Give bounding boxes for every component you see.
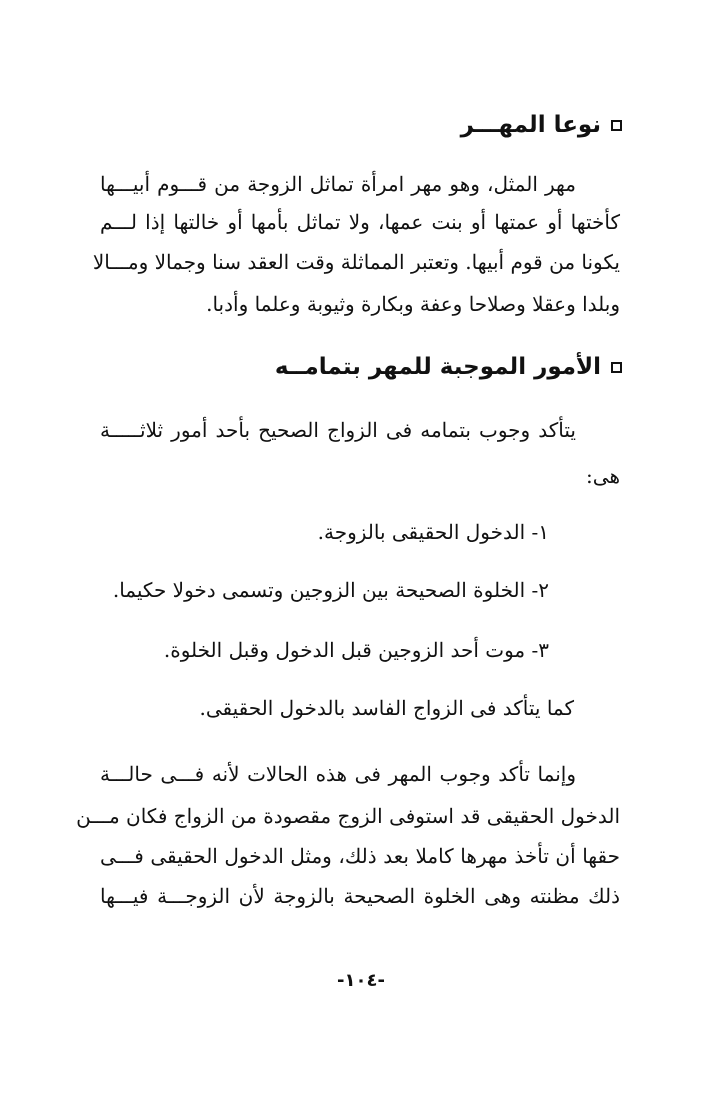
section-heading-mahr-types bbox=[461, 112, 622, 138]
text-line: يتأكد وجوب بتمامه فى الزواج الصحيح بأحد أمور ثلاثـــــة bbox=[100, 418, 576, 442]
page-number: -١٠٤- bbox=[337, 970, 385, 991]
text-line: حقها أن تأخذ مهرها كاملا بعد ذلك، ومثل الدخول الحقيقى فـــى bbox=[100, 844, 620, 868]
text-line: كأختها أو عمتها أو بنت عمها، ولا تماثل بأمها أو خالتها إذا لـــم bbox=[100, 210, 620, 234]
list-item: ١- الدخول الحقيقى بالزوجة. bbox=[317, 520, 549, 544]
list-item: ٣- موت أحد الزوجين قبل الدخول وقبل الخلوة. bbox=[163, 638, 549, 662]
text-line: هى: bbox=[586, 464, 620, 488]
text-line: يكونا من قوم أبيها. وتعتبر المماثلة وقت العقد سنا وجمالا ومـــالا bbox=[92, 250, 620, 274]
text-line: مهر المثل، وهو مهر امرأة تماثل الزوجة من قـــوم أبيـــها bbox=[100, 172, 576, 196]
square-bullet-icon bbox=[611, 120, 622, 131]
heading-text: نوعا المهـــر bbox=[460, 112, 601, 138]
text-line: ذلك مظنته وهى الخلوة الصحيحة بالزوجة لأن الزوجـــة فيـــها bbox=[100, 884, 620, 908]
text-line: وإنما تأكد وجوب المهر فى هذه الحالات لأنه فـــى حالـــة bbox=[100, 762, 576, 786]
text-line: وبلدا وعقلا وصلاحا وعفة وبكارة وثيوبة وعلما وأدبا. bbox=[206, 292, 620, 316]
text-line: الدخول الحقيقى قد استوفى الزوج مقصودة من الزواج فكان مـــن bbox=[76, 804, 620, 828]
section-heading-mahr-obligations bbox=[275, 354, 622, 380]
heading-text: الأمور الموجبة للمهر بتمامــه bbox=[274, 354, 601, 380]
note-line: كما يتأكد فى الزواج الفاسد بالدخول الحقيقى. bbox=[199, 696, 574, 720]
list-item: ٢- الخلوة الصحيحة بين الزوجين وتسمى دخولا حكيما. bbox=[112, 578, 549, 602]
square-bullet-icon bbox=[611, 362, 622, 373]
